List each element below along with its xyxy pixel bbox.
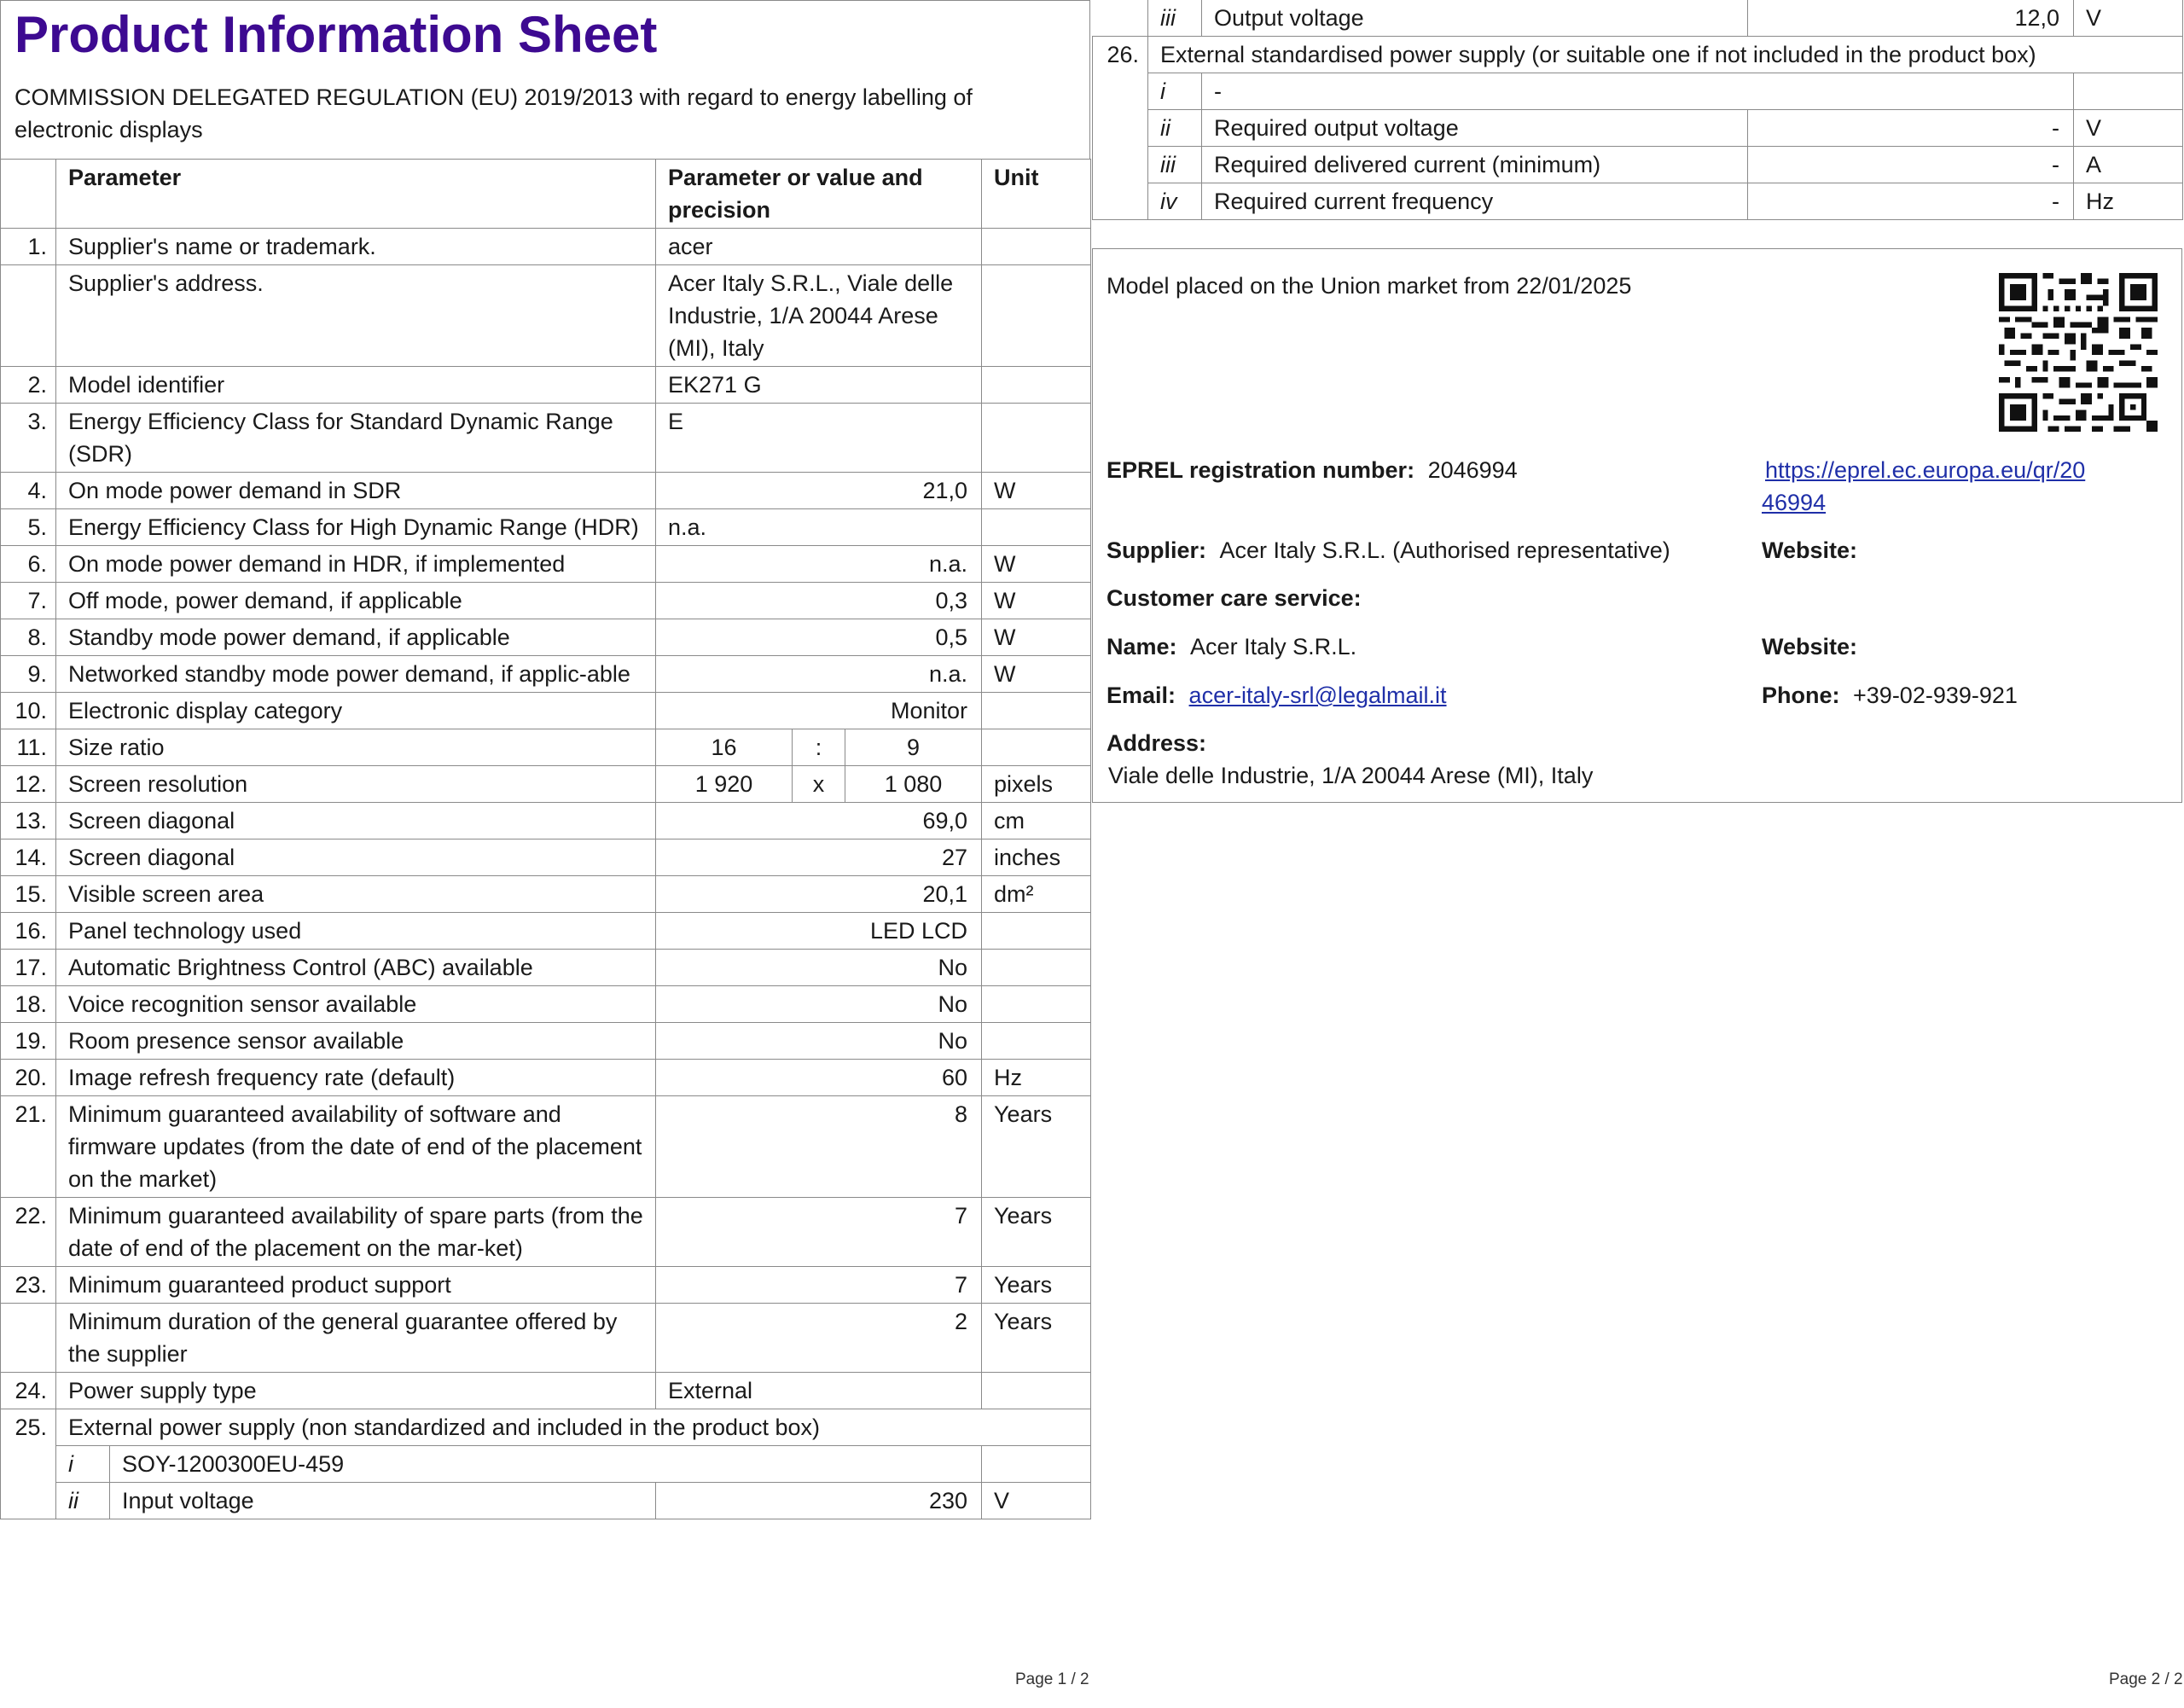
table-row-std-psu-iii: iii Required delivered current (minimum) - A <box>1093 147 2183 183</box>
name-value: Acer Italy S.R.L. <box>1190 634 1357 659</box>
eprel-value: 2046994 <box>1427 457 1518 483</box>
table-row: Supplier's address. Acer Italy S.R.L., Viale delle Industrie, 1/A 20044 Arese (MI), Italy <box>1 265 1091 367</box>
table-row-ext-psu-iii: iii Output voltage 12,0 V <box>1093 0 2183 37</box>
table-row: 18. Voice recognition sensor available No <box>1 986 1091 1023</box>
email-line <box>1107 679 1447 712</box>
table-row: 15. Visible screen area 20,1 dm² <box>1 876 1091 913</box>
table-row-resolution: 12. Screen resolution 1 920 x 1 080 pixels <box>1 766 1091 803</box>
name-line <box>1107 630 1356 663</box>
table-row-ext-psu-ii: ii Input voltage 230 V <box>1 1483 1091 1519</box>
header-parameter: Parameter <box>56 160 656 229</box>
table-row: 20. Image refresh frequency rate (default) 60 Hz <box>1 1060 1091 1096</box>
table-row: 1. Supplier's name or trademark. acer <box>1 229 1091 265</box>
table-row-size-ratio: 11. Size ratio 16 : 9 <box>1 729 1091 766</box>
customer-care-heading: Customer care service: <box>1107 585 1362 611</box>
table-row: 14. Screen diagonal 27 inches <box>1 839 1091 876</box>
table-row-power-supply-type: 24. Power supply type External <box>1 1373 1091 1409</box>
table-row: 17. Automatic Brightness Control (ABC) available No <box>1 950 1091 986</box>
qr-code-icon[interactable] <box>1999 273 2158 432</box>
table-row: 5. Energy Efficiency Class for High Dynamic Range (HDR) n.a. <box>1 509 1091 546</box>
name-label: Name: <box>1107 634 1177 659</box>
table-row: 16. Panel technology used LED LCD <box>1 913 1091 950</box>
table-row-ext-psu-i: i SOY-1200300EU-459 <box>1 1446 1091 1483</box>
table-row: 6. On mode power demand in HDR, if implemented n.a. W <box>1 546 1091 583</box>
placed-on-market: Model placed on the Union market from 22/01/2025 <box>1107 273 1632 299</box>
table-row: 9. Networked standby mode power demand, if applic-able n.a. W <box>1 656 1091 693</box>
table-row-std-psu: 26. External standardised power supply (or suitable one if not included in the product box) <box>1093 37 2183 73</box>
supplier-value: Acer Italy S.R.L. (Authorised representative) <box>1219 537 1670 563</box>
eprel-registration <box>1107 454 1518 486</box>
page-1 <box>0 0 1090 1519</box>
website-label-2: Website: <box>1762 634 1858 659</box>
page-number-1: Page 1 / 2 <box>1015 1670 1089 1688</box>
page-2 <box>1092 0 2184 220</box>
model-info-box <box>1092 248 2182 803</box>
table-row: 19. Room presence sensor available No <box>1 1023 1091 1060</box>
eprel-link[interactable] <box>1762 454 2085 519</box>
address-label: Address: <box>1107 730 1207 756</box>
table-row: 23. Minimum guaranteed product support 7 Years <box>1 1267 1091 1304</box>
header-value: Parameter or value and precision <box>656 160 982 229</box>
table-row: 7. Off mode, power demand, if applicable 0,3 W <box>1 583 1091 619</box>
table-row-ext-psu: 25. External power supply (non standardized and included in the product box) <box>1 1409 1091 1446</box>
email-label: Email: <box>1107 683 1176 708</box>
eprel-label: EPREL registration number: <box>1107 457 1415 483</box>
supplier-label: Supplier: <box>1107 537 1207 563</box>
phone-value: +39-02-939-921 <box>1853 683 2018 708</box>
eprel-url-line-2[interactable]: 46994 <box>1762 490 1827 515</box>
table-row: 4. On mode power demand in SDR 21,0 W <box>1 473 1091 509</box>
phone-label: Phone: <box>1762 683 1840 708</box>
table-row: 21. Minimum guaranteed availability of software and firmware updates (from the date of end of the placement on the market) 8 Years <box>1 1096 1091 1198</box>
table-row-std-psu-ii: ii Required output voltage - V <box>1093 110 2183 147</box>
table-header-row <box>1 160 1091 229</box>
table-row-std-psu-i: i - <box>1093 73 2183 110</box>
address-value: Viale delle Industrie, 1/A 20044 Arese (MI), Italy <box>1108 763 1594 788</box>
table-row: 8. Standby mode power demand, if applicable 0,5 W <box>1 619 1091 656</box>
table-row: 10. Electronic display category Monitor <box>1 693 1091 729</box>
regulation-subtitle: COMMISSION DELEGATED REGULATION (EU) 2019/2013 with regard to energy labelling of electronic displays <box>15 84 973 142</box>
supplier-line <box>1107 534 1670 566</box>
sheet-header <box>0 0 1090 159</box>
eprel-url-line-1[interactable]: https://eprel.ec.europa.eu/qr/20 <box>1765 457 2086 483</box>
website-label: Website: <box>1762 537 1858 563</box>
page-number-2: Page 2 / 2 <box>2109 1670 2183 1688</box>
table-row: 22. Minimum guaranteed availability of spare parts (from the date of end of the placement on the mar-ket) 7 Years <box>1 1198 1091 1267</box>
header-unit: Unit <box>982 160 1091 229</box>
table-row: 13. Screen diagonal 69,0 cm <box>1 803 1091 839</box>
parameters-table <box>0 159 1091 1519</box>
table-row: 2. Model identifier EK271 G <box>1 367 1091 404</box>
table-row-std-psu-iv: iv Required current frequency - Hz <box>1093 183 2183 220</box>
page-title: Product Information Sheet <box>15 6 658 63</box>
table-row: 3. Energy Efficiency Class for Standard Dynamic Range (SDR) E <box>1 404 1091 473</box>
email-link[interactable]: acer-italy-srl@legalmail.it <box>1188 683 1447 708</box>
phone-line <box>1762 679 2018 712</box>
table-row: Minimum duration of the general guarantee offered by the supplier 2 Years <box>1 1304 1091 1373</box>
power-supply-table <box>1092 0 2183 220</box>
